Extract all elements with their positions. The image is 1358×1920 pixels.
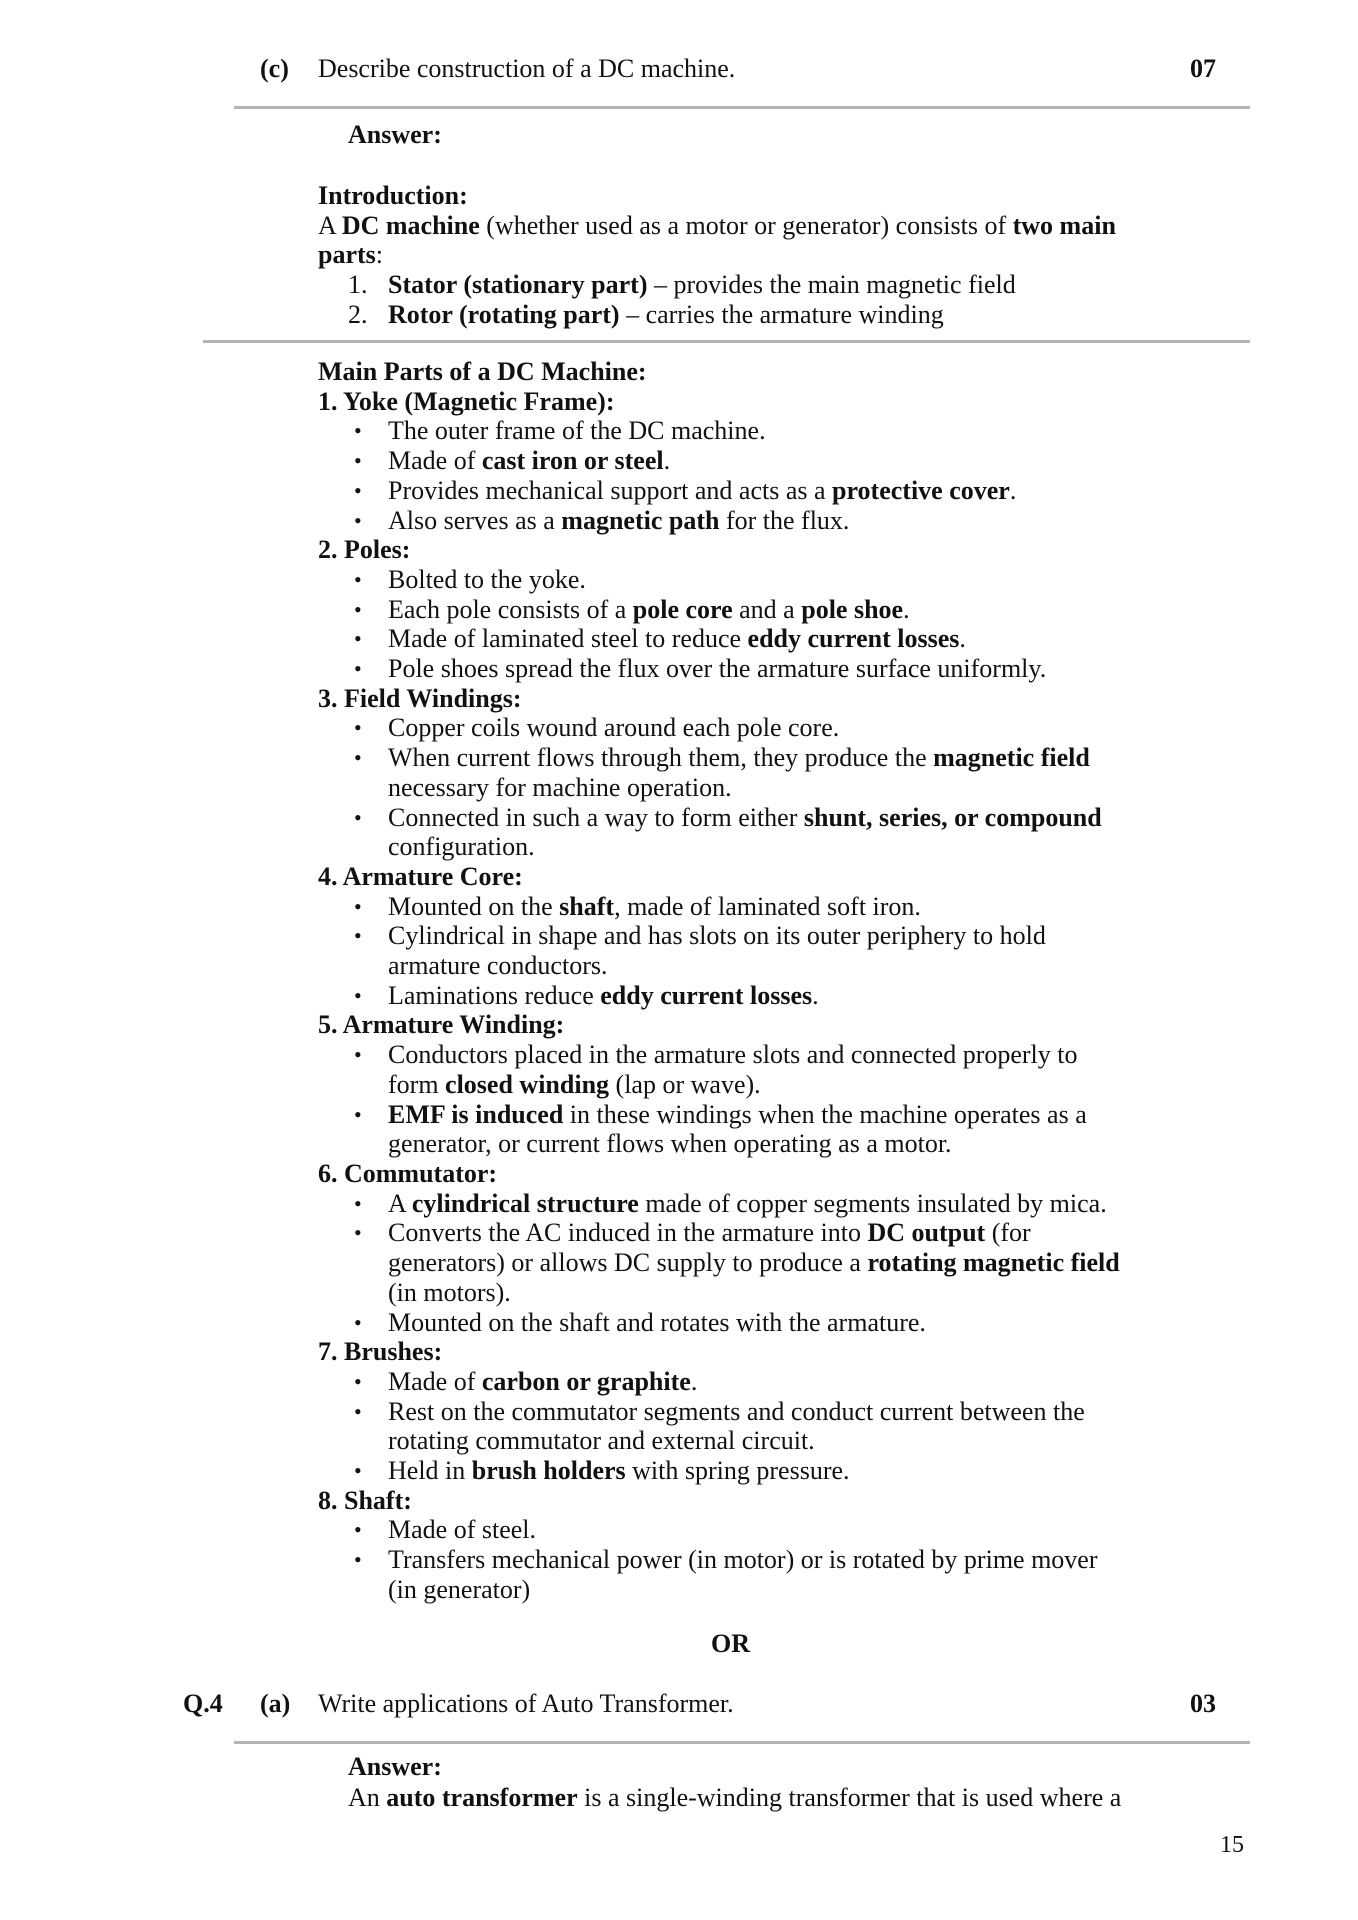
text: . [1009,475,1017,505]
text: (for [985,1218,1031,1248]
list-item [318,416,1218,446]
bullet-icon: • [354,982,362,1008]
bold-text: eddy current losses [600,980,813,1010]
text: Copper coils wound around each pole core. [388,713,840,743]
text: The outer frame of the DC machine. [388,416,766,446]
bold-text: eddy current losses [747,624,960,654]
list-item [318,476,1218,506]
text: and a [732,594,802,624]
bold-text: closed winding [445,1069,610,1099]
question-text: Write applications of Auto Transformer. [318,1689,734,1718]
list-item [318,981,1218,1011]
bold-text: brush holders [471,1456,626,1486]
bullet-icon: • [354,1398,362,1424]
answer-label: Answer: [348,120,442,149]
bullet-icon: • [354,715,362,741]
intro-text-line-2 [318,240,1218,270]
bullet-icon: • [354,804,362,830]
bullet-list [318,1040,1218,1159]
bullet-icon: • [354,745,362,771]
bold-text: EMF is induced [388,1099,564,1129]
section-heading: 2. Poles: [318,535,411,565]
bullet-icon: • [354,1547,362,1573]
bold-text: shaft [559,891,615,921]
text: . [690,1366,698,1396]
bullet-icon: • [354,1042,362,1068]
bullet-list [318,713,1218,862]
list-item [318,654,1218,684]
divider [234,106,1250,109]
list-item [318,803,1218,862]
bullet-icon: • [354,1220,362,1246]
text: Made of laminated steel to reduce [388,624,748,654]
main-parts-heading: Main Parts of a DC Machine: [318,357,647,386]
list-item [318,446,1218,476]
bullet-icon: • [354,596,362,622]
text: Connected in such a way to form either [388,802,804,832]
section-heading: 3. Field Windings: [318,683,522,713]
text: armature conductors. [388,951,608,981]
list-item [318,595,1218,625]
list-item [318,921,1218,980]
list-number: 2. [348,299,368,329]
list-item [318,743,1218,802]
intro-text-b: (whether used as a motor or generator) consists of [479,210,1013,240]
text: Made of [388,1366,482,1396]
text: Laminations reduce [388,980,601,1010]
intro-text-two-main: two main [1012,210,1116,240]
list-item [318,300,1218,330]
text: A [388,1188,412,1218]
bullet-icon: • [354,566,362,592]
list-item-text: – carries the armature winding [619,299,944,329]
intro-heading: Introduction: [318,181,468,210]
bullet-icon: • [354,1458,362,1484]
section-heading: 7. Brushes: [318,1337,443,1367]
bullet-icon: • [354,923,362,949]
list-item [318,1456,1218,1486]
text: Converts the AC induced in the armature into [388,1218,868,1248]
text: (in generator) [388,1574,531,1604]
bullet-list [318,1367,1218,1486]
bullet-list [318,1515,1218,1604]
question-label: (c) [260,54,289,83]
bullet-icon: • [354,1368,362,1394]
bullet-list [318,892,1218,1011]
bullet-list [318,416,1218,535]
text: . [663,446,671,476]
text: Bolted to the yoke. [388,564,586,594]
bold-text: magnetic path [561,505,720,535]
bullet-icon: • [354,418,362,444]
list-item-text: – provides the main magnetic field [647,270,1016,300]
list-item [318,270,1218,300]
bullet-icon: • [354,477,362,503]
text: , made of laminated soft iron. [614,891,921,921]
text: Rest on the commutator segments and conduct current between the [388,1396,1085,1426]
text: with spring pressure. [625,1456,850,1486]
bold-text: DC output [867,1218,986,1248]
list-item [318,1545,1218,1604]
section-heading: 6. Commutator: [318,1158,498,1188]
list-item [318,506,1218,536]
bullet-icon: • [354,448,362,474]
text: . [812,980,819,1010]
bullet-list [318,1189,1218,1338]
text: Made of steel. [388,1515,537,1545]
list-item-bold: Rotor (rotating part) [388,299,620,329]
text: Each pole consists of a [388,594,633,624]
bold-text: rotating magnetic field [867,1248,1120,1278]
divider [234,1741,1250,1744]
list-number: 1. [348,270,368,300]
list-item [318,1515,1218,1545]
text: necessary for machine operation. [388,772,732,802]
intro-list [318,270,1218,329]
answer-text-bold: auto transformer [386,1783,578,1812]
text: When current flows through them, they produce the [388,743,934,773]
text: Mounted on the shaft and rotates with the armature. [388,1307,926,1337]
list-item [318,1100,1218,1159]
section-heading: 5. Armature Winding: [318,1010,565,1040]
sections-container [318,387,1218,1605]
bold-text: pole shoe [801,594,904,624]
text: Also serves as a [388,505,562,535]
bullet-icon: • [354,1101,362,1127]
intro-text-parts: parts [318,240,376,270]
main-parts [318,357,1218,1605]
question-text: Describe construction of a DC machine. [318,54,736,83]
list-item [318,624,1218,654]
text: generator, or current flows when operating as a motor. [388,1129,952,1159]
bullet-icon: • [354,507,362,533]
intro-text-a: A [318,210,342,240]
bold-text: cast iron or steel [481,446,664,476]
bold-text: shunt, series, or compound [803,802,1102,832]
text: Transfers mechanical power (in motor) or is rotated by prime mover [388,1545,1098,1575]
list-item [318,892,1218,922]
answer-label: Answer: [348,1752,442,1781]
intro-text-line-1 [318,211,1218,241]
text: Pole shoes spread the flux over the armature surface uniformly. [388,654,1047,684]
list-item [318,713,1218,743]
bullet-icon: • [354,1309,362,1335]
answer-text [348,1783,1121,1813]
text: . [903,594,910,624]
section-heading: 8. Shaft: [318,1485,412,1515]
bullet-icon: • [354,656,362,682]
text: Provides mechanical support and acts as a [388,475,833,505]
section-heading: 4. Armature Core: [318,861,523,891]
list-item [318,1367,1218,1397]
bold-text: cylindrical structure [411,1188,639,1218]
or-label: OR [711,1629,750,1658]
list-item-bold: Stator (stationary part) [388,270,648,300]
bullet-icon: • [354,893,362,919]
text: Mounted on the [388,891,560,921]
list-item [318,1218,1218,1307]
bullet-icon: • [354,1190,362,1216]
question-marks: 03 [1190,1689,1216,1718]
text: Held in [388,1456,472,1486]
question-number: Q.4 [183,1689,223,1718]
text: (in motors). [388,1277,511,1307]
text: Conductors placed in the armature slots and connected properly to [388,1040,1078,1070]
text: Cylindrical in shape and has slots on its outer periphery to hold [388,921,1046,951]
intro-text-dc-machine: DC machine [341,210,480,240]
question-marks: 07 [1190,54,1216,83]
text: configuration. [388,832,535,862]
bold-text: protective cover [832,475,1010,505]
text: . [959,624,966,654]
text: Made of [388,446,482,476]
answer-text-a: An [348,1783,387,1812]
list-item [318,1040,1218,1099]
bold-text: pole core [632,594,733,624]
text: generators) or allows DC supply to produce a [388,1248,868,1278]
text: (lap or wave). [609,1069,761,1099]
list-item [318,1397,1218,1456]
text: form [388,1069,446,1099]
list-item [318,1308,1218,1338]
text: in these windings when the machine operates as a [563,1099,1087,1129]
bold-text: magnetic field [933,743,1090,773]
intro-text-colon: : [375,240,384,270]
divider [203,340,1250,343]
text: for the flux. [719,505,850,535]
question-label: (a) [260,1689,291,1718]
text: made of copper segments insulated by mica. [638,1188,1107,1218]
page-number: 15 [1220,1832,1244,1858]
bullet-icon: • [354,1517,362,1543]
bullet-list [318,565,1218,684]
answer-text-b: is a single-winding transformer that is used where a [577,1783,1122,1812]
text: rotating commutator and external circuit. [388,1426,815,1456]
intro-section [318,181,1218,330]
section-heading: 1. Yoke (Magnetic Frame): [318,386,615,416]
list-item [318,565,1218,595]
list-item [318,1189,1218,1219]
bullet-icon: • [354,626,362,652]
bold-text: carbon or graphite [481,1366,691,1396]
